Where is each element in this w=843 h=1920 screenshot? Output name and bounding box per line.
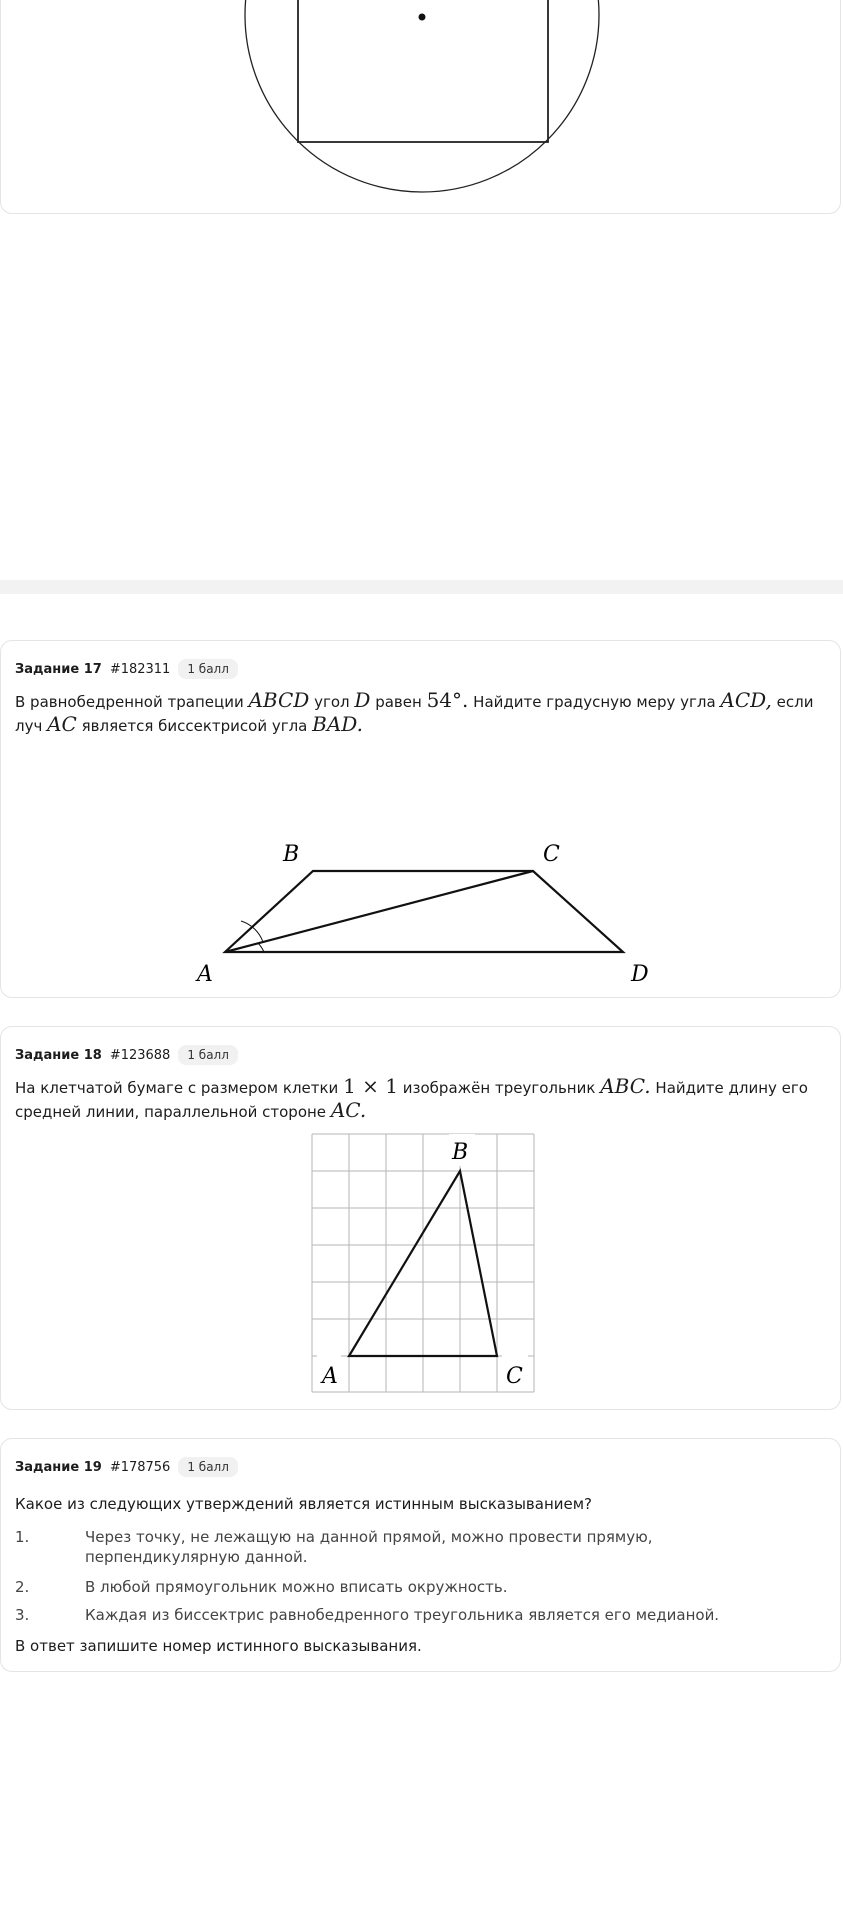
points-badge: 1 балл — [178, 659, 238, 679]
option-3: 3. Каждая из биссектрис равнобедренного треугольника является его медианой. — [15, 1606, 720, 1624]
label-C: C — [506, 1364, 523, 1389]
task-18-header — [15, 1045, 238, 1065]
task-17-card — [0, 640, 841, 998]
label-B: B — [452, 1140, 469, 1165]
label-A: A — [197, 962, 213, 987]
option-2: 2. В любой прямоугольник можно вписать окружность. — [15, 1578, 508, 1596]
task-19-question: Какое из следующих утверждений является истинным высказыванием? — [15, 1495, 593, 1513]
points-badge: 1 балл — [178, 1457, 238, 1477]
task-19-header — [15, 1457, 238, 1477]
section-divider — [0, 580, 843, 594]
task-17-header — [15, 659, 238, 679]
option-1: 1. Через точку, не лежащую на данной прямой, можно провести прямую, перпендикулярную данной. — [15, 1528, 653, 1566]
circle-square-figure — [1, 0, 843, 240]
task-id: #178756 — [109, 1459, 171, 1475]
trapezoid-figure — [1, 737, 843, 997]
answer-instruction: В ответ запишите номер истинного высказывания. — [15, 1637, 422, 1655]
task-title: Задание 17 — [15, 661, 102, 677]
label-A: A — [322, 1364, 338, 1389]
task-17-text: В равнобедренной трапеции ABCD угол D равен 54°. Найдите градусную меру угла ACD, если луч AC является биссектрисой угла BAD. — [15, 688, 814, 736]
task-id: #182311 — [109, 661, 171, 677]
task-title: Задание 19 — [15, 1459, 102, 1475]
task-18-card — [0, 1026, 841, 1410]
points-badge: 1 балл — [178, 1045, 238, 1065]
previous-task-card — [0, 0, 841, 214]
task-19-card — [0, 1438, 841, 1672]
task-title: Задание 18 — [15, 1047, 102, 1063]
task-id: #123688 — [109, 1047, 171, 1063]
label-C: C — [543, 842, 560, 867]
label-B: B — [283, 842, 300, 867]
task-18-text: На клетчатой бумаге с размером клетки 1 × 1 изображён треугольник ABC. Найдите длину его средней линии, параллельной стороне AC. — [15, 1074, 808, 1122]
grid-triangle-figure — [1, 1131, 843, 1431]
label-D: D — [631, 962, 649, 987]
